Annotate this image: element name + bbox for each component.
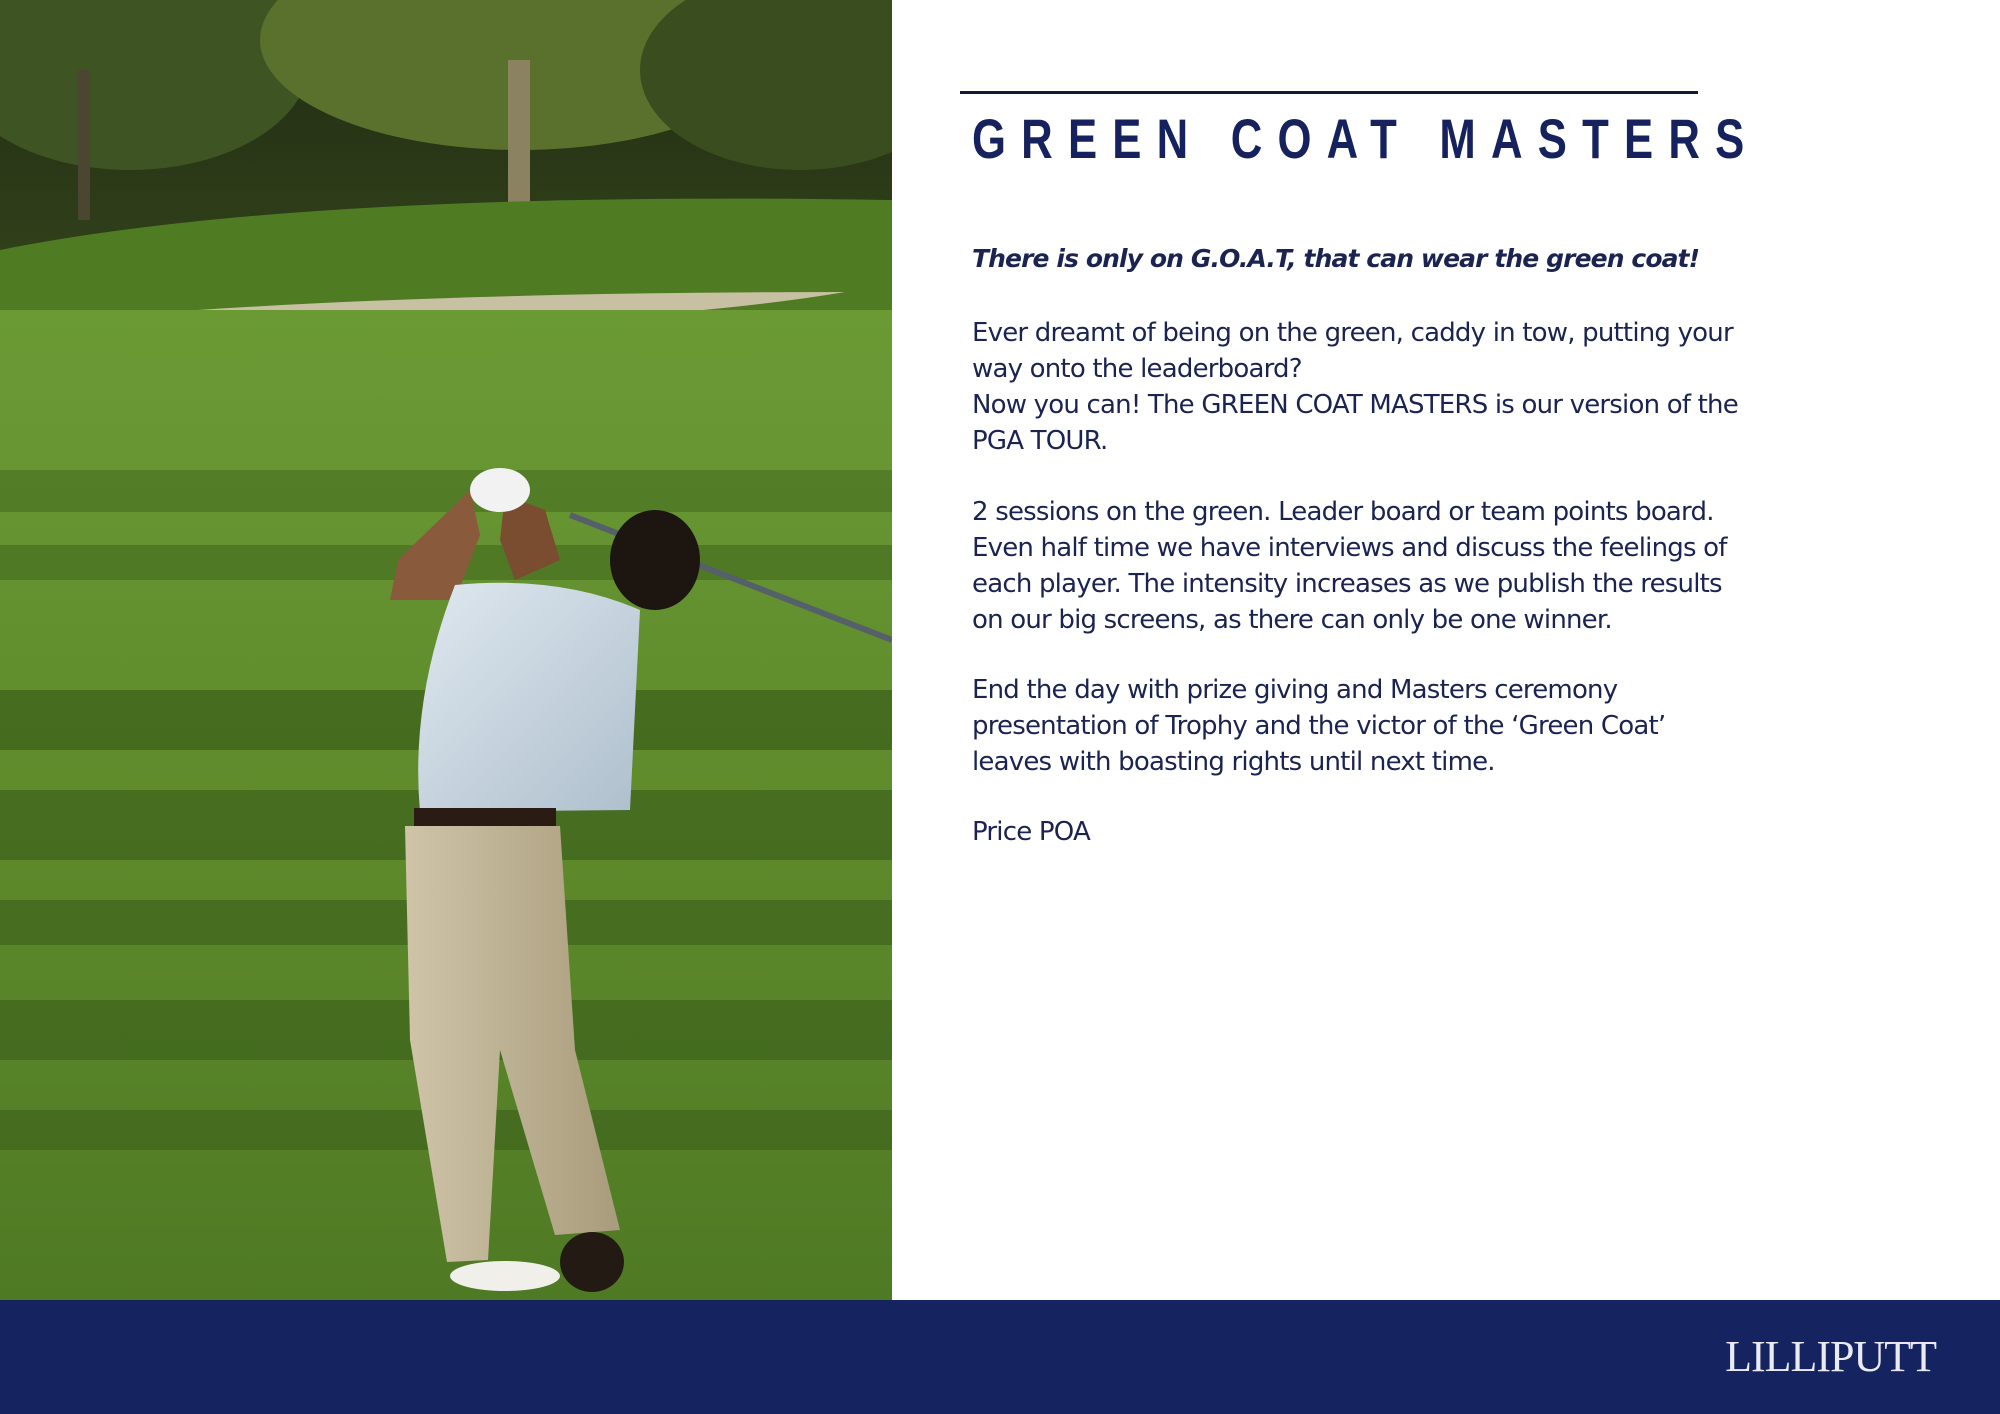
golfer-photo xyxy=(0,0,892,1300)
title-rule xyxy=(960,91,1698,94)
text-line: End the day with prize giving and Masters ceremony xyxy=(972,675,1618,705)
brand-logo: LILLIPUTT xyxy=(1725,1332,1936,1381)
text-line: presentation of Trophy and the victor of the ‘Green Coat’ xyxy=(972,711,1666,741)
text-line: PGA TOUR. xyxy=(972,426,1108,456)
price-paragraph xyxy=(972,814,1892,850)
price-line: Price POA xyxy=(972,817,1090,847)
text-line: 2 sessions on the green. Leader board or team points board. xyxy=(972,497,1714,527)
text-line: leaves with boasting rights until next time. xyxy=(972,747,1495,777)
intro-paragraph xyxy=(972,315,1892,459)
content-panel xyxy=(960,0,1960,1300)
page-title: GREEN COAT MASTERS xyxy=(972,107,1760,170)
text-line: Now you can! The GREEN COAT MASTERS is our version of the xyxy=(972,390,1738,420)
text-line: each player. The intensity increases as we publish the results xyxy=(972,569,1722,599)
sessions-paragraph xyxy=(972,494,1892,638)
text-line: on our big screens, as there can only be one winner. xyxy=(972,605,1612,635)
text-line: way onto the leaderboard? xyxy=(972,354,1302,384)
golfer-illustration xyxy=(0,0,892,1300)
tagline: There is only on G.O.A.T, that can wear the green coat! xyxy=(972,244,1700,273)
text-line: Ever dreamt of being on the green, caddy in tow, putting your xyxy=(972,318,1733,348)
footer-bar xyxy=(0,1300,2000,1414)
ceremony-paragraph xyxy=(972,672,1892,780)
text-line: Even half time we have interviews and discuss the feelings of xyxy=(972,533,1727,563)
